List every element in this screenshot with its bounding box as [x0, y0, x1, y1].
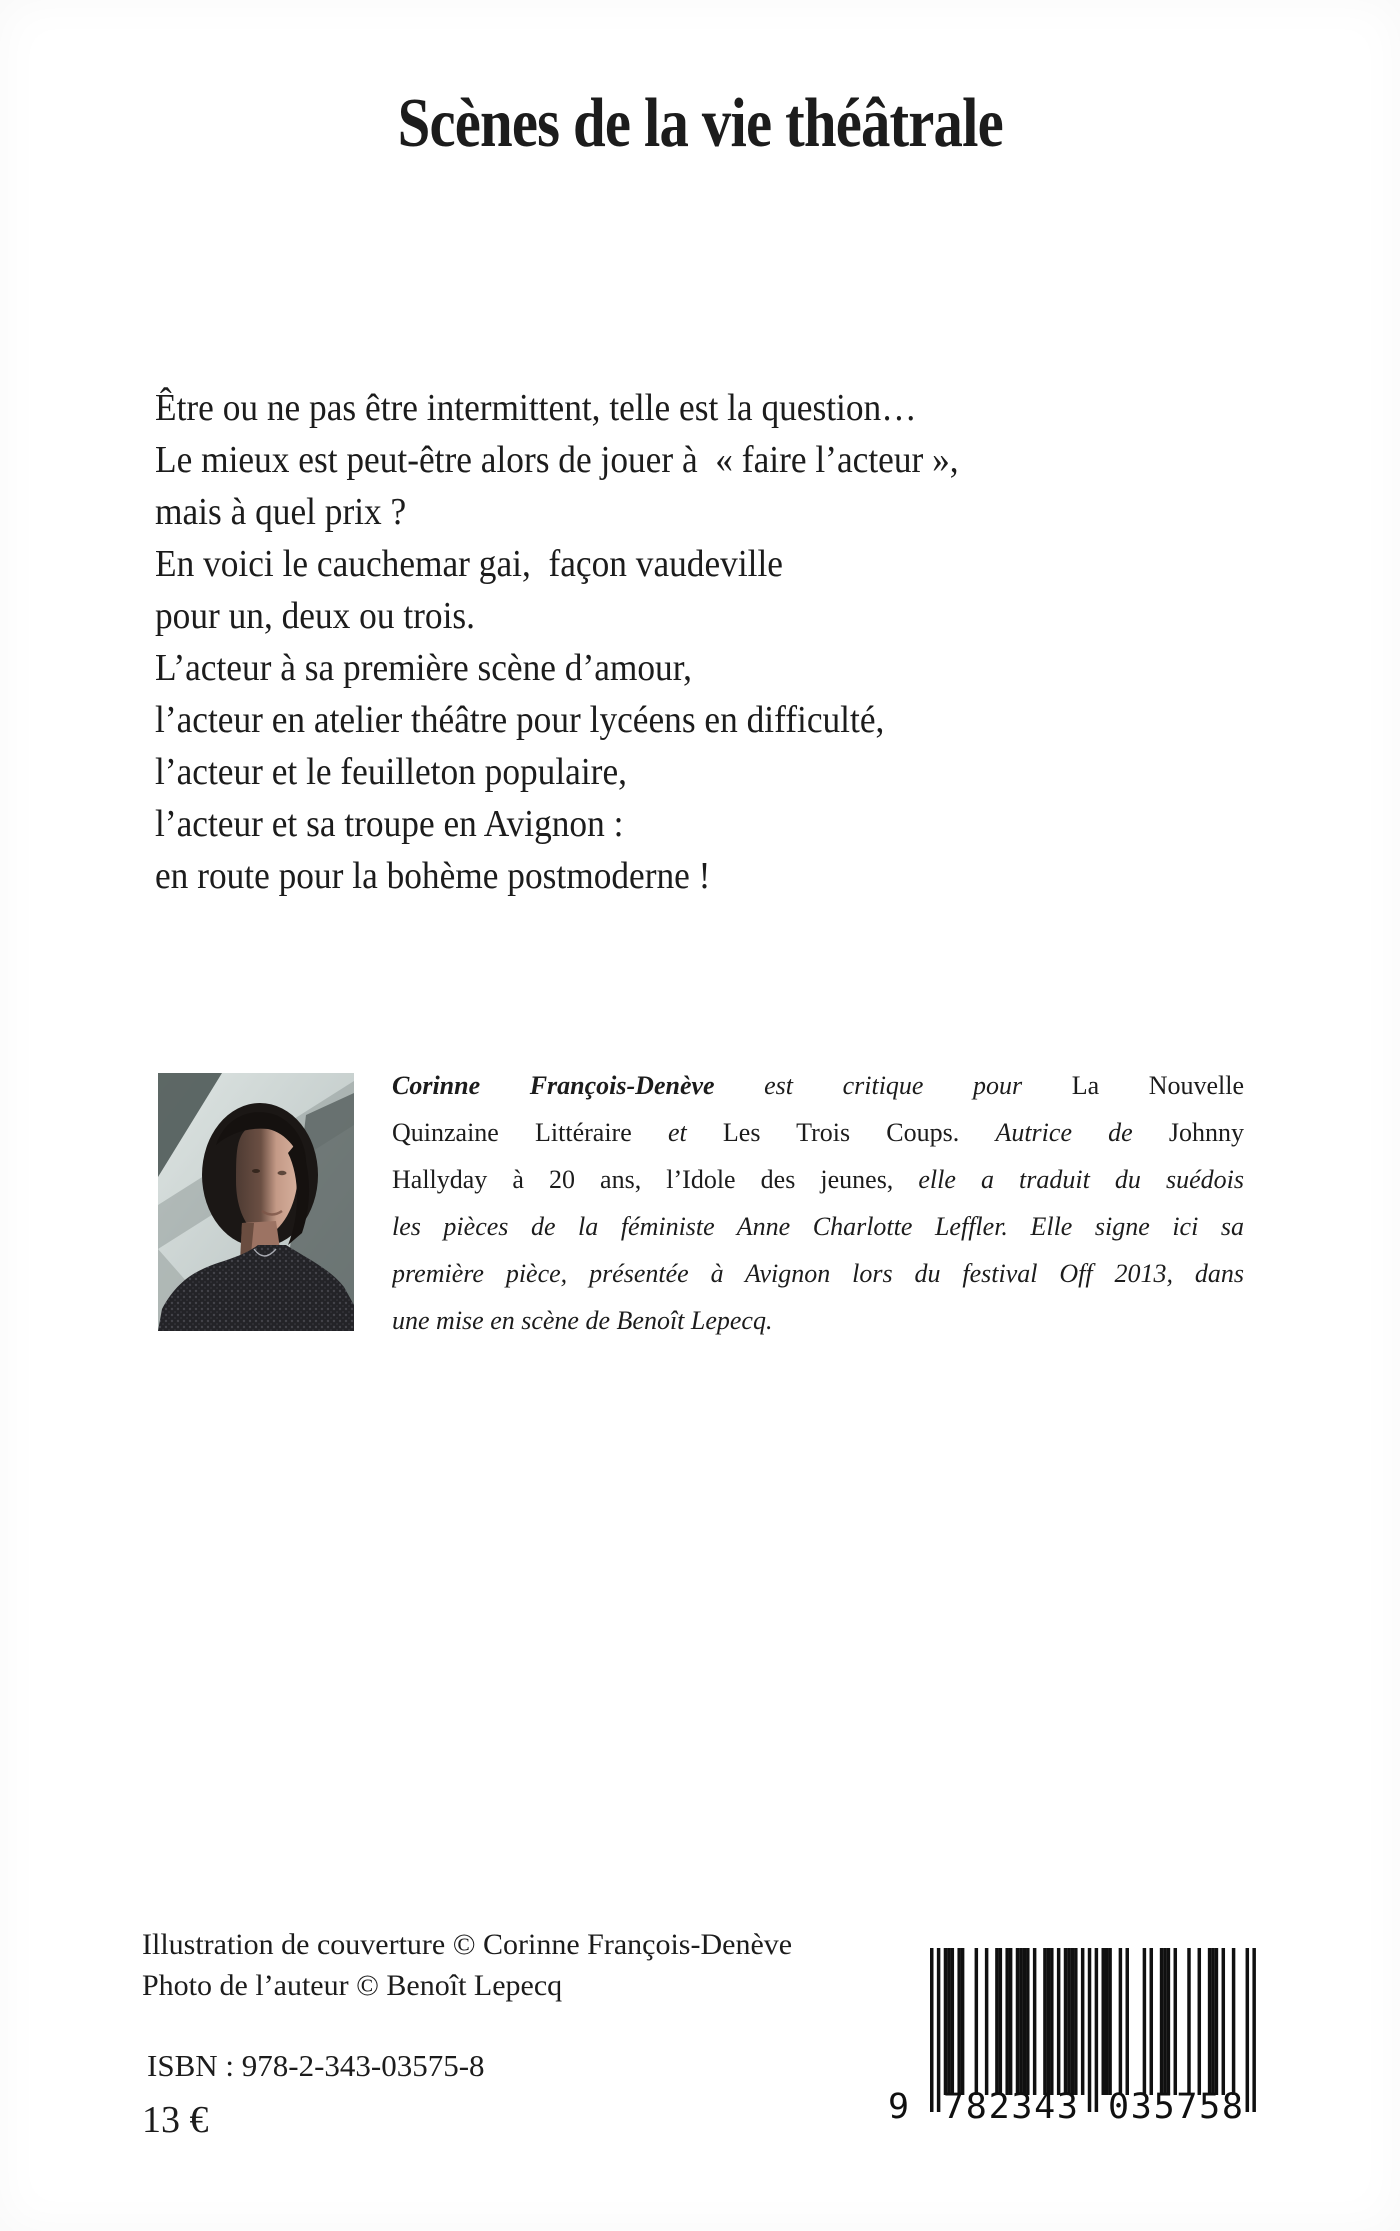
bio-line	[392, 1297, 1244, 1344]
bio-text-segment: La Nouvelle	[1071, 1071, 1244, 1100]
credit-line: Photo de l’auteur © Benoît Lepecq	[142, 1969, 563, 2002]
bio-text-segment: une mise en scène de Benoît Lepecq.	[392, 1306, 773, 1335]
back-cover-blurb	[155, 382, 959, 902]
bio-text-segment: Hallyday à 20 ans, l’Idole des jeunes,	[392, 1165, 919, 1194]
blurb-line: l’acteur et sa troupe en Avignon :	[155, 803, 624, 845]
barcode-digits: 9	[888, 2087, 910, 2126]
bio-text-segment: et	[667, 1118, 723, 1147]
bio-text-segment: Autrice de	[995, 1118, 1169, 1147]
blurb-line: En voici le cauchemar gai, façon vaudeville	[155, 543, 783, 585]
credit-line: Illustration de couverture © Corinne François-Denève	[142, 1928, 793, 1961]
isbn: ISBN : 978-2-343-03575-8	[147, 2048, 485, 2083]
blurb-line: l’acteur et le feuilleton populaire,	[155, 751, 627, 793]
blurb-line: Être ou ne pas être intermittent, telle est la question…	[155, 387, 917, 429]
bio-text-segment: Les Trois Coups.	[722, 1118, 996, 1147]
bio-text-segment: Johnny	[1168, 1118, 1244, 1147]
author-photo-image	[158, 1073, 354, 1331]
blurb-line: Le mieux est peut-être alors de jouer à « faire l’acteur »,	[155, 439, 959, 481]
author-bio	[392, 1062, 1244, 1344]
barcode-digits: 782343	[943, 2087, 1078, 2126]
bio-line	[392, 1250, 1244, 1297]
blurb-line: en route pour la bohème postmoderne !	[155, 855, 711, 897]
bio-text-segment: première pièce, présentée à Avignon lors du festival Off 2013, dans	[392, 1259, 1244, 1288]
bio-text-segment: elle a traduit du suédois	[918, 1165, 1244, 1194]
credits	[142, 1924, 792, 2006]
bio-line	[392, 1156, 1244, 1203]
blurb-line: pour un, deux ou trois.	[155, 595, 475, 637]
bio-line	[392, 1109, 1244, 1156]
bio-text-segment: Corinne François-Denève	[392, 1071, 715, 1100]
bio-text-segment: les pièces de la féministe Anne Charlotte Leffler. Elle signe ici sa	[392, 1212, 1244, 1241]
bio-line	[392, 1203, 1244, 1250]
book-title-text: Scènes de la vie théâtrale	[397, 85, 1003, 162]
blurb-line: L’acteur à sa première scène d’amour,	[155, 647, 692, 689]
bio-text-segment: Quinzaine Littéraire	[392, 1118, 668, 1147]
bio-text-segment: est critique pour	[714, 1071, 1072, 1100]
barcode-image	[880, 1948, 1280, 2126]
price: 13 €	[142, 2099, 209, 2141]
barcode	[880, 1948, 1280, 2126]
blurb-line: mais à quel prix ?	[155, 491, 407, 533]
author-photo	[158, 1073, 354, 1331]
page-title	[0, 84, 1400, 164]
bio-line	[392, 1062, 1244, 1109]
blurb-line: l’acteur en atelier théâtre pour lycéens en difficulté,	[155, 699, 885, 741]
barcode-digits: 035758	[1108, 2087, 1243, 2126]
